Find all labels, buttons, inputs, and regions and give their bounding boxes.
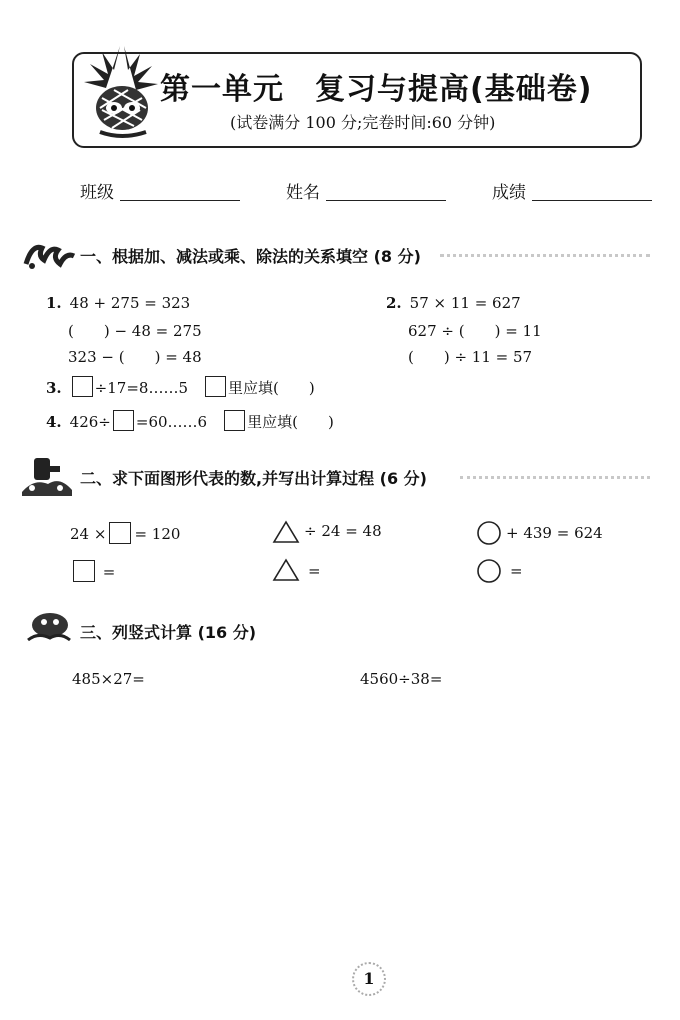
circle-shape-1 [476,520,502,546]
circle-equation: + 439 = 624 [506,524,603,542]
q1-line1 [46,294,190,312]
name-label: 姓名 [286,183,320,203]
q2-equation3[interactable]: ( ) ÷ 11 = 57 [408,348,533,366]
calc-problem-2[interactable]: 4560÷38= [360,670,443,688]
q4-equation-b: =60……6 [135,413,208,431]
section3-emblem-icon [24,610,72,644]
square-answer-equals[interactable]: = [102,563,116,581]
q3-fill[interactable]: 里应填( ) [228,379,315,397]
triangle-shape-1 [272,520,300,544]
triangle-answer-equals[interactable]: = [308,562,321,580]
q1-equation3[interactable]: 323 − ( ) = 48 [68,348,202,366]
section3-title: 三、列竖式计算 (16 分) [80,623,257,642]
square-eq-left: 24 × [70,525,107,543]
q2-line1 [386,294,521,312]
page-subtitle: (试卷满分 100 分;完卷时间:60 分钟) [230,113,496,132]
page-title: 第一单元 复习与提高(基础卷) [160,72,593,107]
square-eq-right: = 120 [134,525,181,543]
q2-number: 2. [386,294,402,312]
score-blank[interactable] [532,200,652,201]
q4-number: 4. [46,413,62,431]
class-label: 班级 [80,183,114,203]
pineapple-mascot-icon [80,40,162,140]
q2-equation2[interactable]: 627 ÷ ( ) = 11 [408,322,542,340]
q2-equation1: 57 × 11 = 627 [409,294,521,312]
section1-emblem-icon [22,240,78,270]
name-blank[interactable] [326,200,446,201]
circle-answer-equals[interactable]: = [510,562,523,580]
score-label: 成绩 [492,183,526,203]
page-number: 1 [352,962,386,996]
section1-title: 一、根据加、减法或乘、除法的关系填空 (8 分) [80,247,421,266]
q3-equation: ÷17=8……5 [94,379,188,397]
triangle-equation: ÷ 24 = 48 [304,522,382,540]
q4-line [46,410,334,432]
q3-square-blank[interactable] [72,376,93,397]
q3-square-ref [205,376,226,397]
class-blank[interactable] [120,200,240,201]
section2-emblem-icon [20,452,74,496]
square-shape-2 [73,560,95,582]
q3-line [46,376,315,398]
calc-problem-1[interactable]: 485×27= [72,670,145,688]
square-answer [70,560,115,582]
q4-equation-a: 426÷ [69,413,111,431]
q1-equation2[interactable]: ( ) − 48 = 275 [68,322,202,340]
q1-number: 1. [46,294,62,312]
square-shape-1 [109,522,131,544]
section1-divider [440,254,650,263]
q1-equation1: 48 + 275 = 323 [69,294,191,312]
section2-divider [460,476,650,485]
q4-fill[interactable]: 里应填( ) [247,413,334,431]
q3-number: 3. [46,379,62,397]
circle-shape-2 [476,558,502,584]
triangle-shape-2 [272,558,300,582]
square-equation [70,522,180,544]
q4-square-blank[interactable] [113,410,134,431]
section2-title: 二、求下面图形代表的数,并写出计算过程 (6 分) [80,469,427,488]
q4-square-ref [224,410,245,431]
